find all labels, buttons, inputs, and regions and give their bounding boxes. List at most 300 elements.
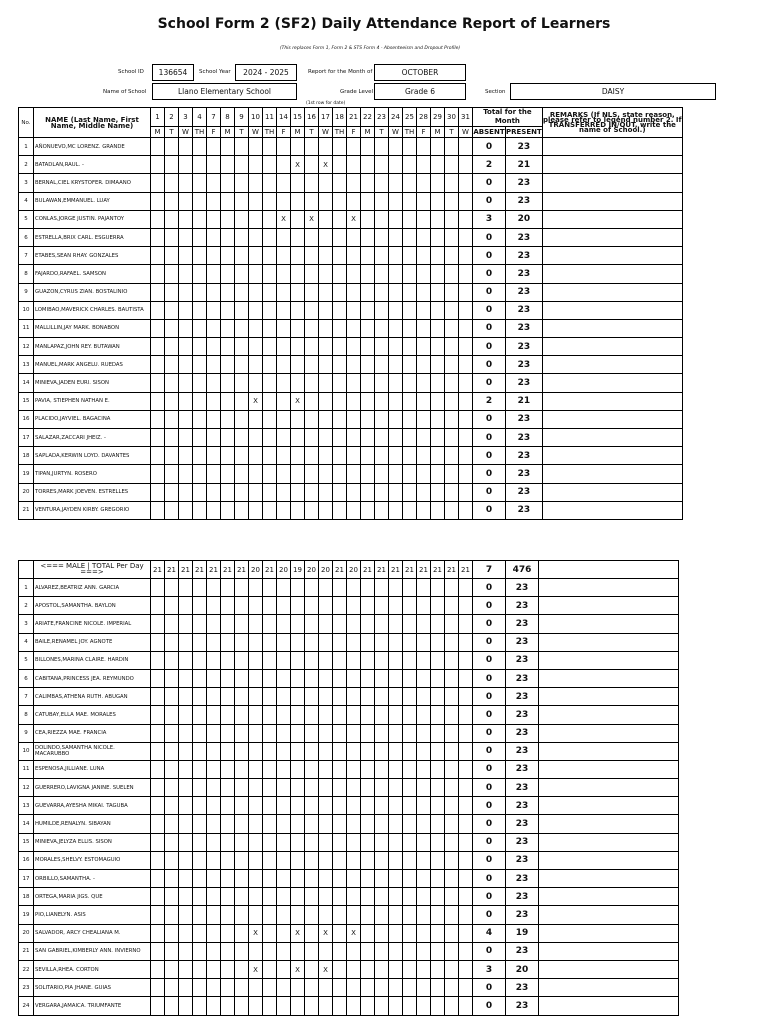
attendance-cell bbox=[305, 483, 319, 501]
attendance-cell bbox=[207, 356, 221, 374]
header-day-of-week: W bbox=[319, 127, 333, 138]
learner-row bbox=[19, 356, 683, 374]
attendance-cell bbox=[403, 174, 417, 192]
attendance-cell bbox=[403, 742, 417, 760]
attendance-cell bbox=[179, 888, 193, 906]
attendance-cell bbox=[431, 192, 445, 210]
learner-name: ORBILLO,SAMANTHA. - bbox=[34, 870, 151, 888]
attendance-cell bbox=[417, 447, 431, 465]
attendance-cell bbox=[193, 265, 207, 283]
remarks-cell bbox=[542, 356, 682, 374]
present-count: 23 bbox=[506, 447, 543, 465]
attendance-cell bbox=[375, 942, 389, 960]
remarks-cell bbox=[539, 724, 679, 742]
attendance-cell bbox=[235, 192, 249, 210]
learner-row bbox=[19, 247, 683, 265]
learner-number: 17 bbox=[19, 870, 34, 888]
remarks-cell bbox=[542, 156, 682, 174]
attendance-cell bbox=[347, 501, 361, 519]
attendance-cell bbox=[305, 597, 319, 615]
attendance-cell bbox=[193, 247, 207, 265]
learner-name: VERGARA,JAMAICA. TRIUMFANTE bbox=[34, 997, 151, 1015]
present-count: 23 bbox=[506, 870, 539, 888]
attendance-cell bbox=[291, 615, 305, 633]
attendance-cell bbox=[151, 851, 165, 869]
attendance-cell bbox=[165, 742, 179, 760]
header-day-of-week: TH bbox=[333, 127, 347, 138]
attendance-cell bbox=[361, 410, 375, 428]
attendance-cell bbox=[221, 706, 235, 724]
attendance-cell bbox=[249, 265, 263, 283]
attendance-cell bbox=[207, 483, 221, 501]
header-day-number: 10 bbox=[249, 108, 263, 127]
attendance-cell bbox=[193, 906, 207, 924]
attendance-cell bbox=[207, 465, 221, 483]
attendance-cell bbox=[375, 924, 389, 942]
header-day-number: 2 bbox=[165, 108, 179, 127]
attendance-cell bbox=[445, 924, 459, 942]
attendance-cell bbox=[305, 942, 319, 960]
attendance-cell bbox=[445, 392, 459, 410]
attendance-cell bbox=[319, 651, 333, 669]
attendance-cell bbox=[221, 483, 235, 501]
attendance-cell bbox=[207, 265, 221, 283]
attendance-cell bbox=[347, 815, 361, 833]
attendance-cell bbox=[207, 888, 221, 906]
attendance-cell bbox=[249, 228, 263, 246]
attendance-cell bbox=[319, 633, 333, 651]
attendance-cell bbox=[207, 301, 221, 319]
attendance-cell bbox=[445, 228, 459, 246]
attendance-cell bbox=[263, 392, 277, 410]
present-count: 23 bbox=[506, 979, 539, 997]
attendance-cell bbox=[291, 669, 305, 687]
attendance-cell bbox=[235, 501, 249, 519]
attendance-cell bbox=[277, 319, 291, 337]
attendance-cell bbox=[375, 597, 389, 615]
attendance-cell bbox=[277, 429, 291, 447]
learner-row bbox=[19, 465, 683, 483]
attendance-cell bbox=[165, 501, 179, 519]
learner-name: MINIEVA,JELYZA ELLIS. SISON bbox=[34, 833, 151, 851]
attendance-cell bbox=[151, 833, 165, 851]
attendance-cell bbox=[193, 356, 207, 374]
attendance-cell bbox=[347, 615, 361, 633]
absent-count: 0 bbox=[473, 247, 506, 265]
attendance-cell bbox=[263, 888, 277, 906]
attendance-cell bbox=[417, 501, 431, 519]
learner-number: 19 bbox=[19, 906, 34, 924]
attendance-cell bbox=[277, 374, 291, 392]
attendance-cell bbox=[151, 924, 165, 942]
learner-name: BULAWAN,EMMANUEL. LUAY bbox=[34, 192, 151, 210]
attendance-cell bbox=[319, 410, 333, 428]
attendance-cell bbox=[403, 247, 417, 265]
learner-number: 6 bbox=[19, 669, 34, 687]
attendance-cell bbox=[431, 265, 445, 283]
attendance-cell bbox=[249, 138, 263, 156]
remarks-cell bbox=[542, 501, 682, 519]
attendance-cell bbox=[333, 815, 347, 833]
attendance-cell bbox=[193, 392, 207, 410]
attendance-cell bbox=[151, 815, 165, 833]
attendance-cell bbox=[403, 706, 417, 724]
attendance-cell bbox=[221, 156, 235, 174]
learner-row bbox=[19, 669, 679, 687]
learner-row bbox=[19, 706, 679, 724]
attendance-cell bbox=[375, 247, 389, 265]
remarks-cell bbox=[539, 760, 679, 778]
attendance-cell bbox=[389, 228, 403, 246]
attendance-cell bbox=[305, 410, 319, 428]
absent-count: 3 bbox=[473, 210, 506, 228]
learner-row bbox=[19, 615, 679, 633]
remarks-cell bbox=[539, 870, 679, 888]
attendance-cell bbox=[445, 651, 459, 669]
attendance-cell bbox=[319, 265, 333, 283]
learner-number: 14 bbox=[19, 815, 34, 833]
attendance-cell bbox=[361, 870, 375, 888]
attendance-cell bbox=[389, 651, 403, 669]
attendance-cell bbox=[165, 870, 179, 888]
absent-count: 0 bbox=[473, 410, 506, 428]
attendance-cell bbox=[221, 392, 235, 410]
attendance-cell bbox=[375, 465, 389, 483]
attendance-cell bbox=[291, 174, 305, 192]
attendance-cell bbox=[207, 688, 221, 706]
attendance-cell bbox=[347, 265, 361, 283]
attendance-cell bbox=[151, 410, 165, 428]
attendance-cell bbox=[263, 942, 277, 960]
attendance-cell bbox=[291, 410, 305, 428]
attendance-cell bbox=[207, 501, 221, 519]
male-total-per-day: 20 bbox=[319, 561, 333, 579]
attendance-cell bbox=[207, 979, 221, 997]
attendance-cell bbox=[445, 174, 459, 192]
attendance-cell bbox=[277, 265, 291, 283]
attendance-cell bbox=[291, 815, 305, 833]
attendance-cell bbox=[277, 906, 291, 924]
attendance-cell bbox=[333, 888, 347, 906]
attendance-cell bbox=[347, 483, 361, 501]
attendance-cell bbox=[277, 760, 291, 778]
attendance-cell bbox=[277, 247, 291, 265]
attendance-cell bbox=[221, 338, 235, 356]
attendance-cell bbox=[235, 483, 249, 501]
learner-name: SEVILLA,RHEA. CORTON bbox=[34, 960, 151, 978]
attendance-cell bbox=[319, 997, 333, 1015]
attendance-cell bbox=[389, 742, 403, 760]
remarks-cell bbox=[542, 192, 682, 210]
attendance-cell bbox=[431, 742, 445, 760]
attendance-cell bbox=[319, 283, 333, 301]
attendance-cell bbox=[249, 483, 263, 501]
attendance-cell bbox=[417, 210, 431, 228]
attendance-cell bbox=[347, 597, 361, 615]
remarks-cell bbox=[542, 265, 682, 283]
attendance-cell bbox=[207, 615, 221, 633]
attendance-cell bbox=[319, 374, 333, 392]
present-count: 23 bbox=[506, 942, 539, 960]
attendance-cell bbox=[347, 429, 361, 447]
attendance-cell bbox=[179, 942, 193, 960]
attendance-cell bbox=[403, 779, 417, 797]
attendance-cell bbox=[459, 633, 473, 651]
attendance-cell bbox=[333, 501, 347, 519]
attendance-cell bbox=[319, 429, 333, 447]
attendance-cell bbox=[459, 888, 473, 906]
attendance-cell bbox=[347, 779, 361, 797]
attendance-cell bbox=[165, 615, 179, 633]
learner-number: 4 bbox=[19, 633, 34, 651]
attendance-cell bbox=[389, 906, 403, 924]
attendance-cell bbox=[431, 924, 445, 942]
attendance-cell bbox=[319, 906, 333, 924]
learner-number: 6 bbox=[19, 228, 34, 246]
attendance-cell bbox=[207, 579, 221, 597]
attendance-cell bbox=[165, 888, 179, 906]
header-day-number: 21 bbox=[347, 108, 361, 127]
attendance-cell bbox=[445, 997, 459, 1015]
header-day-number: 14 bbox=[277, 108, 291, 127]
attendance-cell bbox=[319, 760, 333, 778]
attendance-cell bbox=[277, 192, 291, 210]
attendance-cell bbox=[235, 265, 249, 283]
absent-count: 0 bbox=[473, 138, 506, 156]
attendance-cell bbox=[459, 706, 473, 724]
attendance-cell bbox=[305, 669, 319, 687]
header-day-of-week: T bbox=[445, 127, 459, 138]
attendance-cell bbox=[361, 724, 375, 742]
attendance-cell bbox=[361, 579, 375, 597]
attendance-cell bbox=[235, 851, 249, 869]
attendance-cell bbox=[305, 870, 319, 888]
attendance-cell bbox=[333, 228, 347, 246]
attendance-cell bbox=[179, 924, 193, 942]
attendance-cell bbox=[207, 192, 221, 210]
attendance-cell bbox=[221, 833, 235, 851]
attendance-cell bbox=[347, 228, 361, 246]
male-attendance-table bbox=[18, 107, 683, 520]
remarks-cell bbox=[542, 483, 682, 501]
attendance-cell bbox=[151, 760, 165, 778]
absent-count: 0 bbox=[473, 997, 506, 1015]
attendance-cell bbox=[319, 597, 333, 615]
attendance-cell bbox=[319, 356, 333, 374]
present-count: 23 bbox=[506, 669, 539, 687]
section-field: DAISY bbox=[510, 83, 716, 100]
header-day-of-week: F bbox=[347, 127, 361, 138]
attendance-cell bbox=[417, 979, 431, 997]
attendance-cell bbox=[361, 760, 375, 778]
attendance-cell bbox=[403, 156, 417, 174]
school-id-label: School ID bbox=[118, 69, 144, 75]
attendance-cell bbox=[179, 138, 193, 156]
attendance-cell bbox=[403, 615, 417, 633]
learner-name: BAILE,RENAMEL JOY. AGNOTE bbox=[34, 633, 151, 651]
attendance-cell bbox=[179, 742, 193, 760]
remarks-cell bbox=[542, 465, 682, 483]
attendance-cell bbox=[375, 501, 389, 519]
attendance-cell bbox=[347, 797, 361, 815]
attendance-cell bbox=[389, 465, 403, 483]
attendance-cell bbox=[151, 688, 165, 706]
attendance-cell: X bbox=[291, 924, 305, 942]
attendance-cell bbox=[165, 851, 179, 869]
remarks-cell bbox=[539, 979, 679, 997]
absent-count: 0 bbox=[473, 797, 506, 815]
attendance-cell bbox=[361, 429, 375, 447]
attendance-cell bbox=[403, 228, 417, 246]
attendance-cell bbox=[291, 192, 305, 210]
attendance-cell bbox=[361, 374, 375, 392]
attendance-cell bbox=[221, 960, 235, 978]
attendance-cell bbox=[361, 501, 375, 519]
male-total-per-day: 20 bbox=[305, 561, 319, 579]
attendance-cell bbox=[445, 156, 459, 174]
month-label: Report for the Month of bbox=[308, 69, 373, 75]
learner-row bbox=[19, 265, 683, 283]
present-count: 23 bbox=[506, 779, 539, 797]
header-day-of-week: T bbox=[375, 127, 389, 138]
attendance-cell bbox=[207, 779, 221, 797]
attendance-cell bbox=[403, 924, 417, 942]
attendance-cell bbox=[151, 501, 165, 519]
attendance-cell bbox=[417, 633, 431, 651]
attendance-cell bbox=[165, 392, 179, 410]
attendance-cell bbox=[291, 851, 305, 869]
attendance-cell: X bbox=[305, 210, 319, 228]
attendance-cell bbox=[179, 319, 193, 337]
attendance-cell bbox=[277, 888, 291, 906]
learner-name: BERNAL,CIEL KRYSTOFER. DIMAANO bbox=[34, 174, 151, 192]
attendance-cell bbox=[305, 742, 319, 760]
attendance-cell bbox=[333, 138, 347, 156]
learner-row bbox=[19, 797, 679, 815]
attendance-cell bbox=[417, 688, 431, 706]
attendance-cell bbox=[193, 319, 207, 337]
learner-number: 2 bbox=[19, 156, 34, 174]
attendance-cell bbox=[417, 779, 431, 797]
attendance-cell bbox=[361, 265, 375, 283]
learner-name: SAN GABRIEL,KIMBERLY ANN. INVIERNO bbox=[34, 942, 151, 960]
learner-number: 9 bbox=[19, 283, 34, 301]
attendance-cell bbox=[333, 742, 347, 760]
attendance-cell bbox=[459, 210, 473, 228]
male-total-per-day: 21 bbox=[207, 561, 221, 579]
attendance-cell bbox=[221, 633, 235, 651]
attendance-cell bbox=[431, 210, 445, 228]
header-day-of-week: W bbox=[179, 127, 193, 138]
attendance-cell bbox=[319, 870, 333, 888]
remarks-cell bbox=[539, 669, 679, 687]
attendance-cell bbox=[193, 760, 207, 778]
learner-number: 19 bbox=[19, 465, 34, 483]
attendance-cell bbox=[151, 797, 165, 815]
learner-row bbox=[19, 301, 683, 319]
attendance-cell bbox=[445, 265, 459, 283]
present-count: 23 bbox=[506, 410, 543, 428]
attendance-cell bbox=[417, 597, 431, 615]
attendance-cell bbox=[193, 924, 207, 942]
attendance-cell bbox=[221, 669, 235, 687]
learner-row bbox=[19, 997, 679, 1015]
attendance-cell bbox=[459, 410, 473, 428]
absent-count: 0 bbox=[473, 833, 506, 851]
attendance-cell bbox=[151, 156, 165, 174]
attendance-cell bbox=[277, 447, 291, 465]
attendance-cell bbox=[319, 724, 333, 742]
present-count: 23 bbox=[506, 501, 543, 519]
attendance-cell bbox=[151, 997, 165, 1015]
attendance-cell bbox=[347, 888, 361, 906]
attendance-cell bbox=[151, 870, 165, 888]
absent-count: 0 bbox=[473, 465, 506, 483]
attendance-cell bbox=[193, 888, 207, 906]
attendance-cell bbox=[361, 228, 375, 246]
header-total-month: Total for the Month bbox=[473, 108, 543, 127]
attendance-cell bbox=[361, 283, 375, 301]
attendance-cell bbox=[249, 651, 263, 669]
attendance-cell bbox=[389, 156, 403, 174]
attendance-cell bbox=[179, 265, 193, 283]
header-day-of-week: M bbox=[431, 127, 445, 138]
attendance-cell bbox=[305, 833, 319, 851]
learner-number: 21 bbox=[19, 942, 34, 960]
header-day-number: 17 bbox=[319, 108, 333, 127]
present-count: 20 bbox=[506, 210, 543, 228]
attendance-cell bbox=[459, 301, 473, 319]
learner-name: SOLITARIO,PIA JHANE. GUIAS bbox=[34, 979, 151, 997]
learner-number: 23 bbox=[19, 979, 34, 997]
attendance-cell bbox=[263, 797, 277, 815]
attendance-cell bbox=[459, 483, 473, 501]
attendance-cell bbox=[361, 688, 375, 706]
attendance-cell bbox=[165, 410, 179, 428]
attendance-cell bbox=[277, 283, 291, 301]
attendance-cell bbox=[445, 447, 459, 465]
attendance-cell bbox=[277, 228, 291, 246]
attendance-cell bbox=[165, 979, 179, 997]
absent-count: 0 bbox=[473, 192, 506, 210]
attendance-cell bbox=[235, 706, 249, 724]
remarks-cell bbox=[539, 942, 679, 960]
attendance-cell bbox=[193, 669, 207, 687]
attendance-cell bbox=[319, 688, 333, 706]
attendance-cell bbox=[277, 870, 291, 888]
attendance-cell bbox=[389, 797, 403, 815]
attendance-cell bbox=[305, 979, 319, 997]
attendance-cell bbox=[431, 979, 445, 997]
attendance-cell bbox=[291, 501, 305, 519]
attendance-cell bbox=[375, 779, 389, 797]
attendance-cell bbox=[305, 760, 319, 778]
attendance-cell bbox=[305, 429, 319, 447]
attendance-cell bbox=[459, 579, 473, 597]
learner-name: VENTURA,JAYDEN KIRBY. GREGORIO bbox=[34, 501, 151, 519]
attendance-cell bbox=[417, 960, 431, 978]
attendance-cell bbox=[445, 615, 459, 633]
attendance-cell bbox=[375, 742, 389, 760]
attendance-cell bbox=[305, 797, 319, 815]
attendance-cell bbox=[305, 228, 319, 246]
attendance-cell bbox=[389, 724, 403, 742]
attendance-cell bbox=[263, 501, 277, 519]
attendance-cell bbox=[361, 979, 375, 997]
attendance-cell bbox=[333, 265, 347, 283]
attendance-cell bbox=[305, 392, 319, 410]
attendance-cell bbox=[249, 942, 263, 960]
